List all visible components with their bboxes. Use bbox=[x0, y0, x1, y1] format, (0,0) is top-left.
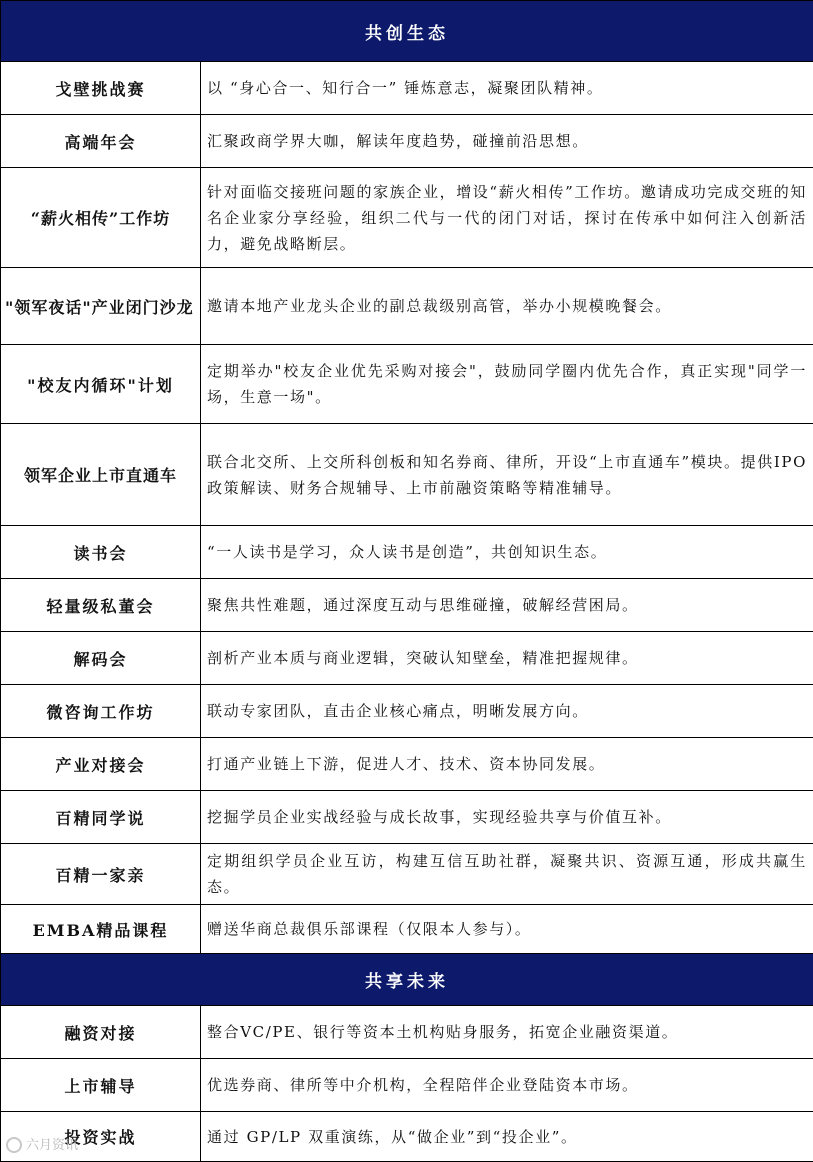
row-description: “一人读书是学习，众人读书是创造”，共创知识生态。 bbox=[201, 526, 813, 579]
row-description: 邀请本地产业龙头企业的副总裁级别高管，举办小规模晚餐会。 bbox=[201, 268, 813, 345]
table-row bbox=[1, 1059, 813, 1112]
table-row bbox=[1, 905, 813, 954]
watermark-text: 六月资讯 bbox=[26, 1138, 78, 1153]
row-label: 投资实战 bbox=[1, 1112, 201, 1162]
row-label: 轻量级私董会 bbox=[1, 579, 201, 632]
row-label: 戈壁挑战赛 bbox=[1, 62, 201, 115]
row-description: 定期组织学员企业互访，构建互信互助社群，凝聚共识、资源互通，形成共赢生态。 bbox=[201, 844, 813, 905]
section-header-row bbox=[1, 1, 813, 62]
table-row bbox=[1, 115, 813, 168]
table-row bbox=[1, 62, 813, 115]
row-label: 上市辅导 bbox=[1, 1059, 201, 1112]
row-label: "校友内循环"计划 bbox=[1, 345, 201, 424]
row-label: EMBA精品课程 bbox=[1, 905, 201, 954]
table-row bbox=[1, 844, 813, 905]
watermark-logo-icon bbox=[6, 1137, 22, 1153]
row-label: 领军企业上市直通车 bbox=[1, 424, 201, 526]
row-label: 读书会 bbox=[1, 526, 201, 579]
row-description: 整合VC/PE、银行等资本土机构贴身服务，拓宽企业融资渠道。 bbox=[201, 1006, 813, 1059]
table-row bbox=[1, 1112, 813, 1162]
row-description: 聚焦共性难题，通过深度互动与思维碰撞，破解经营困局。 bbox=[201, 579, 813, 632]
table-row bbox=[1, 345, 813, 424]
watermark bbox=[6, 1134, 78, 1154]
row-description: 定期举办"校友企业优先采购对接会"，鼓励同学圈内优先合作，真正实现"同学一场，生意一场"。 bbox=[201, 345, 813, 424]
row-description: 汇聚政商学界大咖，解读年度趋势，碰撞前沿思想。 bbox=[201, 115, 813, 168]
section-title: 共创生态 bbox=[1, 1, 813, 62]
row-description: 挖掘学员企业实战经验与成长故事，实现经验共享与价值互补。 bbox=[201, 791, 813, 844]
table-row bbox=[1, 168, 813, 268]
row-label: 产业对接会 bbox=[1, 738, 201, 791]
row-label: “薪火相传”工作坊 bbox=[1, 168, 201, 268]
table-row bbox=[1, 632, 813, 685]
row-label: 高端年会 bbox=[1, 115, 201, 168]
row-description: 联动专家团队，直击企业核心痛点，明晰发展方向。 bbox=[201, 685, 813, 738]
row-description: 赠送华商总裁俱乐部课程（仅限本人参与）。 bbox=[201, 905, 813, 954]
row-label: 百精一家亲 bbox=[1, 844, 201, 905]
table-row bbox=[1, 791, 813, 844]
row-label: 融资对接 bbox=[1, 1006, 201, 1059]
row-label: 解码会 bbox=[1, 632, 201, 685]
table-row bbox=[1, 268, 813, 345]
row-description: 优选券商、律所等中介机构，全程陪伴企业登陆资本市场。 bbox=[201, 1059, 813, 1112]
section-header-row bbox=[1, 954, 813, 1006]
row-description: 联合北交所、上交所科创板和知名券商、律所，开设“上市直通车”模块。提供IPO政策解读、财务合规辅导、上市前融资策略等精准辅导。 bbox=[201, 424, 813, 526]
row-label: 微咨询工作坊 bbox=[1, 685, 201, 738]
row-label: 百精同学说 bbox=[1, 791, 201, 844]
table-row bbox=[1, 424, 813, 526]
row-description: 通过 GP/LP 双重演练，从“做企业”到“投企业”。 bbox=[201, 1112, 813, 1162]
section-title: 共享未来 bbox=[1, 954, 813, 1006]
row-description: 打通产业链上下游，促进人才、技术、资本协同发展。 bbox=[201, 738, 813, 791]
row-description: 针对面临交接班问题的家族企业，增设“薪火相传”工作坊。邀请成功完成交班的知名企业家分享经验，组织二代与一代的闭门对话，探讨在传承中如何注入创新活力，避免战略断层。 bbox=[201, 168, 813, 268]
row-label: "领军夜话"产业闭门沙龙 bbox=[1, 268, 201, 345]
table-row bbox=[1, 579, 813, 632]
table-row bbox=[1, 738, 813, 791]
table-row bbox=[1, 685, 813, 738]
row-description: 剖析产业本质与商业逻辑，突破认知壁垒，精准把握规律。 bbox=[201, 632, 813, 685]
table-row bbox=[1, 1006, 813, 1059]
row-description: 以 “身心合一、知行合一” 锤炼意志，凝聚团队精神。 bbox=[201, 62, 813, 115]
table-row bbox=[1, 526, 813, 579]
